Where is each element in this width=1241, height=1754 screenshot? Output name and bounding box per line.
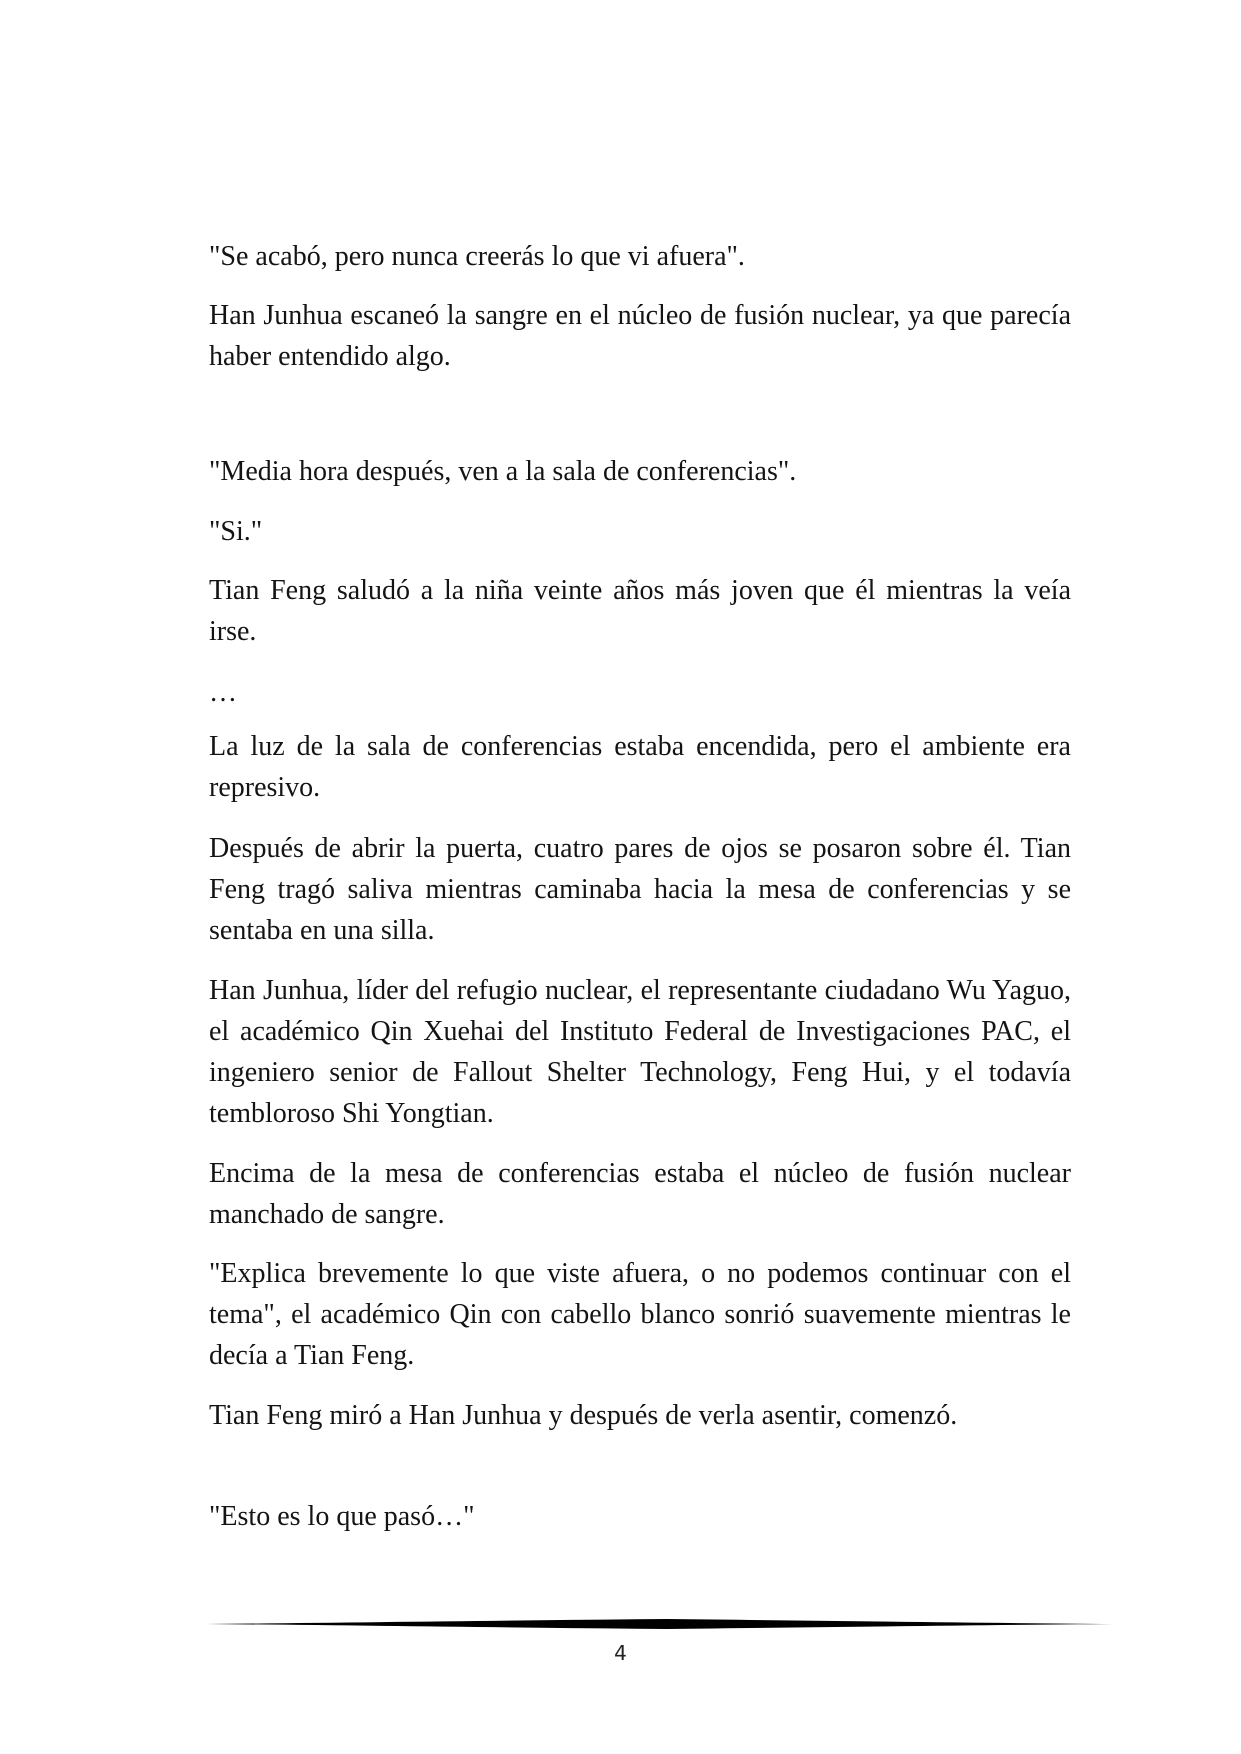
paragraph-opening-door: Después de abrir la puerta, cuatro pares de ojos se posaron sobre él. Tian Feng tragó saliva mientras caminaba hacia la mesa de conferencias y se sentaba en una silla. (209, 833, 1071, 946)
paragraph-dialogue-esto-es: "Esto es lo que pasó…" (209, 1501, 475, 1532)
paragraph-attendees: Han Junhua, líder del refugio nuclear, el representante ciudadano Wu Yaguo, el académico Qin Xuehai del Instituto Federal de Investigaciones PAC, el ingeniero senior de Fallout Shelter Technology, Feng Hui, y el todavía tembloroso Shi Yongtian. (209, 975, 1071, 1129)
paragraph-han-junhua-scans: Han Junhua escaneó la sangre en el núcleo de fusión nuclear, ya que parecía haber entendido algo. (209, 300, 1071, 372)
paragraph-dialogue-media-hora: "Media hora después, ven a la sala de conferencias". (209, 456, 797, 487)
paragraph-dialogue-se-acabo: "Se acabó, pero nunca creerás lo que vi afuera". (209, 241, 745, 272)
paragraph-academic-qin-asks: "Explica brevemente lo que viste afuera, o no podemos continuar con el tema", el académico Qin con cabello blanco sonrió suavemente mientras le decía a Tian Feng. (209, 1258, 1071, 1371)
page-number: 4 (614, 1641, 627, 1665)
paragraph-tian-feng-begins: Tian Feng miró a Han Junhua y después de verla asentir, comenzó. (209, 1400, 958, 1431)
paragraph-dialogue-si: "Si." (209, 516, 263, 547)
paragraph-tian-feng-waves: Tian Feng saludó a la niña veinte años más joven que él mientras la veía irse. (209, 575, 1071, 647)
scene-break-ellipsis: … (209, 677, 237, 708)
paragraph-conference-room-light: La luz de la sala de conferencias estaba encendida, pero el ambiente era represivo. (209, 731, 1071, 803)
footer-divider (207, 1617, 1113, 1631)
paragraph-fusion-core-on-table: Encima de la mesa de conferencias estaba el núcleo de fusión nuclear manchado de sangre. (209, 1158, 1071, 1230)
